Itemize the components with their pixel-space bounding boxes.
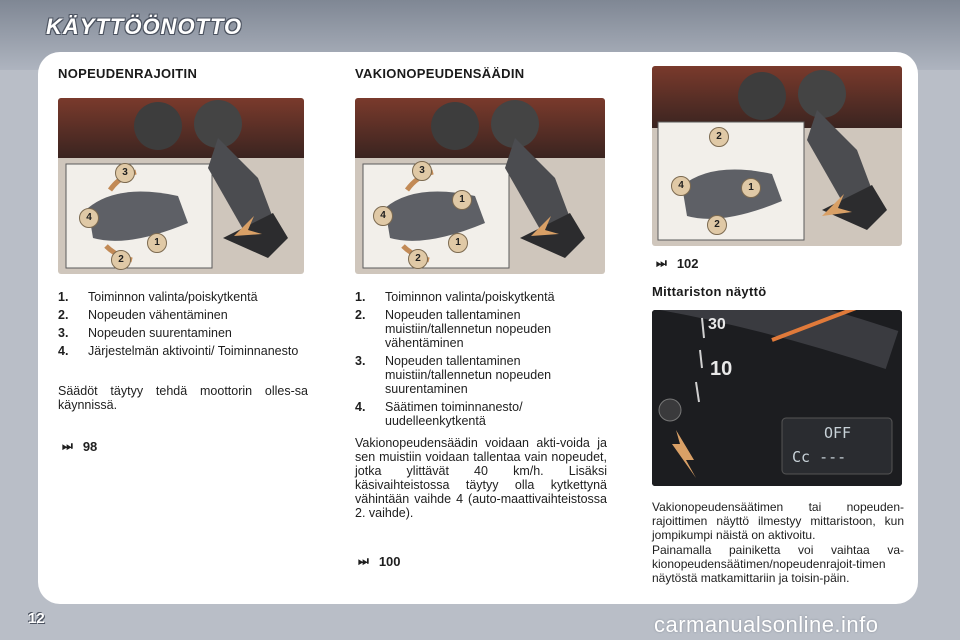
cruise-control-stalk-photo bbox=[355, 98, 605, 274]
cruise-function-list bbox=[355, 290, 607, 432]
speed-limiter-stalk-photo bbox=[58, 98, 304, 274]
instrument-display-photo bbox=[652, 310, 902, 486]
list-item: 4. Säätimen toiminnanesto/ uudelleenkytkentä bbox=[355, 400, 523, 428]
scale-label-30: 30 bbox=[708, 316, 726, 333]
figure-label: 1 bbox=[448, 233, 468, 253]
list-item: 3. Nopeuden suurentaminen bbox=[58, 326, 232, 340]
watermark: carmanualsonline.info bbox=[654, 612, 879, 637]
list-item: 4. Järjestelmän aktivointi/ Toiminnanesto bbox=[58, 344, 299, 358]
section-heading-mittariston-naytto: Mittariston näyttö bbox=[652, 284, 767, 299]
limiter-note: Säädöt täytyy tehdä moottorin olles-sa käynnissä. bbox=[58, 384, 308, 412]
limiter-function-list bbox=[58, 290, 308, 362]
section-heading-nopeudenrajoitin: NOPEUDENRAJOITIN bbox=[58, 66, 198, 81]
figure-label: 2 bbox=[707, 215, 727, 235]
figure-label: 1 bbox=[741, 178, 761, 198]
display-status-off: OFF bbox=[824, 424, 852, 442]
fast-forward-icon: ⏭ bbox=[358, 554, 369, 568]
figure-label: 3 bbox=[412, 161, 432, 181]
list-item: 2. Nopeuden tallentaminen muistiin/tallennetun nopeuden vähentäminen bbox=[355, 308, 552, 350]
list-item: 3. Nopeuden tallentaminen muistiin/tallennetun nopeuden suurentaminen bbox=[355, 354, 552, 396]
figure-label: 4 bbox=[373, 206, 393, 226]
fast-forward-icon: ⏭ bbox=[62, 439, 73, 453]
display-paragraph-1: Vakionopeudensäätimen tai nopeuden-rajoittimen näyttö ilmestyy mittaristoon, kun jompikumpi näistä on aktivoitu. bbox=[652, 500, 904, 542]
list-item: 2. Nopeuden vähentäminen bbox=[58, 308, 228, 322]
figure-label: 2 bbox=[709, 127, 729, 147]
stalk-buttons-photo bbox=[652, 66, 902, 246]
scale-label-10: 10 bbox=[710, 358, 733, 380]
list-item: 1. Toiminnon valinta/poiskytkentä bbox=[355, 290, 555, 304]
figure-label: 2 bbox=[111, 250, 131, 270]
figure-label: 4 bbox=[671, 176, 691, 196]
figure-label: 3 bbox=[115, 163, 135, 183]
section-heading-vakionopeudensaadin: VAKIONOPEUDENSÄÄDIN bbox=[355, 66, 525, 81]
page-number: 12 bbox=[28, 610, 45, 627]
cruise-note: Vakionopeudensäädin voidaan akti-voida ja sen muistiin voidaan tallentaa vain nopeudet, jotka ylittävät 40 km/h. Lisäksi käsivaihteistossa täytyy olla kytkettynä vähintään vaihde 4 (auto-maattivaihteistossa 2. vaihde). bbox=[355, 436, 607, 520]
page-reference-98[interactable]: ⏭ 98 bbox=[62, 439, 98, 454]
page-title: KÄYTTÖÖNOTTO bbox=[46, 14, 243, 39]
display-paragraph-2: Painamalla painiketta voi vaihtaa va-kionopeudensäätimen/nopeudenrajoit-timen näytöstä matkamittariin ja toisin-päin. bbox=[652, 543, 904, 585]
page-reference-100[interactable]: ⏭ 100 bbox=[358, 554, 401, 569]
figure-label: 4 bbox=[79, 208, 99, 228]
figure-label: 1 bbox=[147, 233, 167, 253]
figure-label: 1 bbox=[452, 190, 472, 210]
page-reference-102[interactable]: ⏭ 102 bbox=[656, 256, 699, 271]
display-cruise-readout: Cc --- bbox=[792, 448, 847, 466]
figure-label: 2 bbox=[408, 249, 428, 269]
fast-forward-icon: ⏭ bbox=[656, 256, 667, 270]
list-item: 1. Toiminnon valinta/poiskytkentä bbox=[58, 290, 258, 304]
